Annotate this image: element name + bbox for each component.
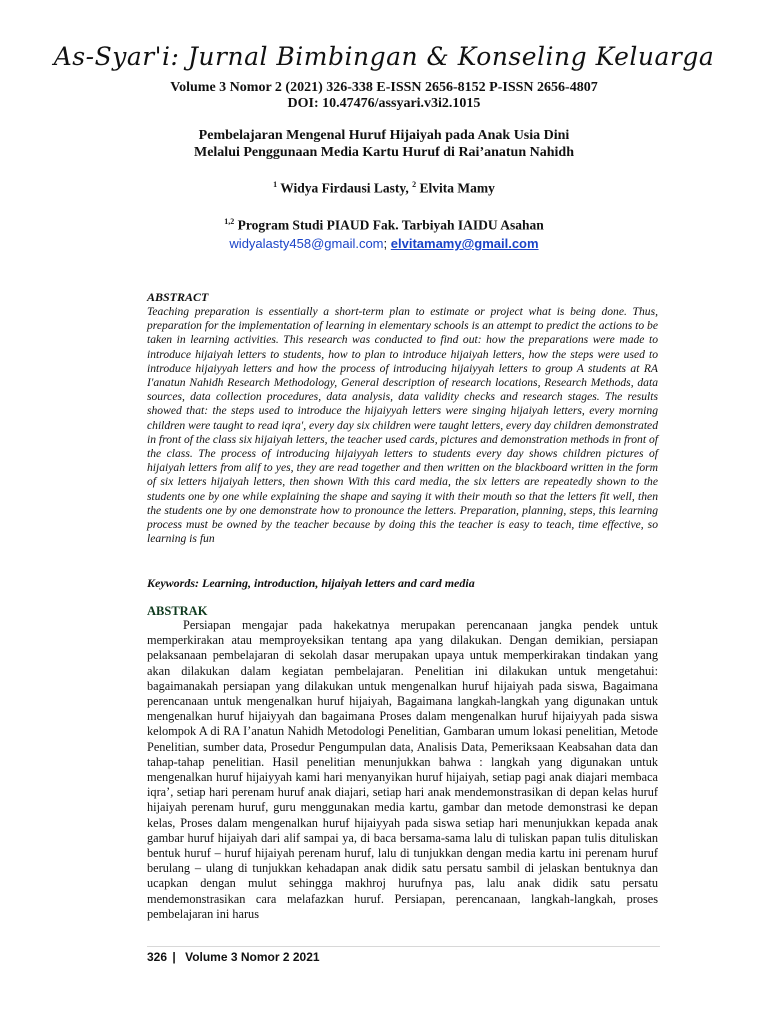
- email-link-1[interactable]: widyalasty458@gmail.com: [229, 236, 384, 251]
- page-footer: [147, 950, 320, 964]
- abstract-body: Teaching preparation is essentially a short-term plan to estimate or project what is being done. Thus, preparation for the implementation of learning in elementary schools is an attempt to predict the actions to be taken in learning activities. This research was conducted to find out: how the preparations were made to introduce hijaiyah letters to students, how to plan to introduce hijaiyah letters, how the steps were used to introduce hijaiyyah letters and how the process of introducing hijaiyyah letters to group A students at RA I'anatun Nahidh Research Methodology, General description of research locations, Research Methods, data sources, data collection procedures, data analysis, data validity checks and research stages. The results showed that: the steps used to introduce the hijaiyyah letters were singing hijaiyah letters, every morning children were taught to read iqra', every day six children were taught letters, every day children demonstrated in front of the class six hijaiyah letters, the teacher used cards, pictures and demonstration methods in front of the class. The process of introducing hijaiyyah letters to students every day shows children pictures of hijaiyah letters from alif to yes, they are read together and then written on the blackboard written in the form of six letters hijaiyah letters, then shown With this card media, the six letters are repeatedly shown to the students one by one while explaining the shape and saying it with their mouth so that the letters fit well, then the students one by one demonstrate how to pronounce the letters. Preparation, planning, steps, this learning process must be owned by the teacher because by doing this the teacher is easy to teach, time effective, so learning is fun: [147, 305, 658, 546]
- keywords-line: Keywords: Learning, introduction, hijaiyah letters and card media: [147, 576, 475, 590]
- abstrak-body: Persiapan mengajar pada hakekatnya merupakan perencanaan jangka pendek untuk memperkirakan atau memproyeksikan tentang apa yang dilakukan. Dengan demikian, persiapan pelaksanaan pembelajaran di sekolah dasar merupakan upaya untuk memperkirakan tindakan yang akan dilakukan dalam kegiatan pembelajaran. Penelitian ini dilakukan untuk mengetahui: bagaimanakah persiapan yang dilakukan untuk mengenalkan huruf hijaiyah pada siswa, Bagaimana perencanaan untuk mengenalkan huruf hijaiyah, Bagaimana langkah-langkah yang digunakan untuk mengenalkan huruf hijaiyyah dan bagaimana Proses dalam mengenalkan huruf hijaiyyah pada siswa kelompok A di RA I’anatun Nahidh Metodologi Penelitian, Gambaran umum lokasi penelitian, Metode Penelitian, sumber data, Prosedur Pengumpulan data, Analisis Data, Pemeriksaan Keabsahan data dan tahap-tahap penelitian. Hasil penelitian menunjukkan bahwa : langkah yang digunakan untuk mengenalkan huruf hijaiyyah kami hari menyanyikan huruf hijaiyah, setiap pagi anak diajari membaca iqra’, setiap hari perenam huruf anak diajari, setiap hari anak mendemonstrasikan di depan kelas huruf hijaiyah perenam huruf, guru menggunakan media kartu, gambar dan metode demonstrasi ke depan kelas, Proses dalam mengenalkan huruf hijaiyyah pada siswa setiap hari menunjukkan kepada anak gambar huruf hijaiyah dari alif sampai ya, di baca bersama-sama lalu di tuliskan papan tulis dituliskan bentuk huruf – huruf hijaiyah perenam huruf, lalu di tunjukkan dengan media kartu ini perenam huruf berulang – ulang di tunjukkan kehadapan anak didik satu persatu sambil di jelaskan bentuknya dan ucapkan dengan mulut sehingga makhroj hurufnya pas, lalu anak didik satu persatu mendemonstrasikan cara melafazkan huruf. Persiapan, perencanaan, langkah-langkah, proses pembelajaran ini harus: [147, 618, 658, 921]
- footer-volume: Volume 3 Nomor 2 2021: [185, 950, 320, 964]
- article-title-line-1: Pembelajaran Mengenal Huruf Hijaiyah pada Anak Usia Dini: [198, 128, 570, 143]
- page-number: 326: [147, 950, 168, 964]
- author2-name: Elvita Mamy: [419, 180, 495, 196]
- affiliation-superscript: 1,2: [224, 217, 235, 226]
- journal-title: As-Syar'i: Jurnal Bimbingan & Konseling Keluarga: [53, 42, 715, 71]
- abstract-heading: ABSTRACT: [147, 290, 209, 304]
- email-link-2[interactable]: elvitamamy@gmail.com: [390, 236, 539, 251]
- affiliation-line: [0, 217, 768, 234]
- volume-line: Volume 3 Nomor 2 (2021) 326-338 E-ISSN 2656-8152 P-ISSN 2656-4807: [170, 80, 598, 95]
- author1-name: Widya Firdausi Lasty,: [280, 180, 409, 196]
- email-separator: ;: [383, 236, 388, 251]
- footer-separator: |: [172, 950, 176, 964]
- author2-superscript: 2: [412, 180, 417, 189]
- doi-line: DOI: 10.47476/assyari.v3i2.1015: [287, 96, 481, 111]
- author-line: [0, 180, 768, 197]
- footer-divider: [147, 946, 660, 947]
- article-title-line-2: Melalui Penggunaan Media Kartu Huruf di Rai’anatun Nahidh: [193, 145, 574, 160]
- email-line: [0, 236, 768, 251]
- affiliation-text: Program Studi PIAUD Fak. Tarbiyah IAIDU Asahan: [237, 217, 544, 233]
- author1-superscript: 1: [273, 180, 278, 189]
- abstrak-heading: ABSTRAK: [147, 604, 208, 618]
